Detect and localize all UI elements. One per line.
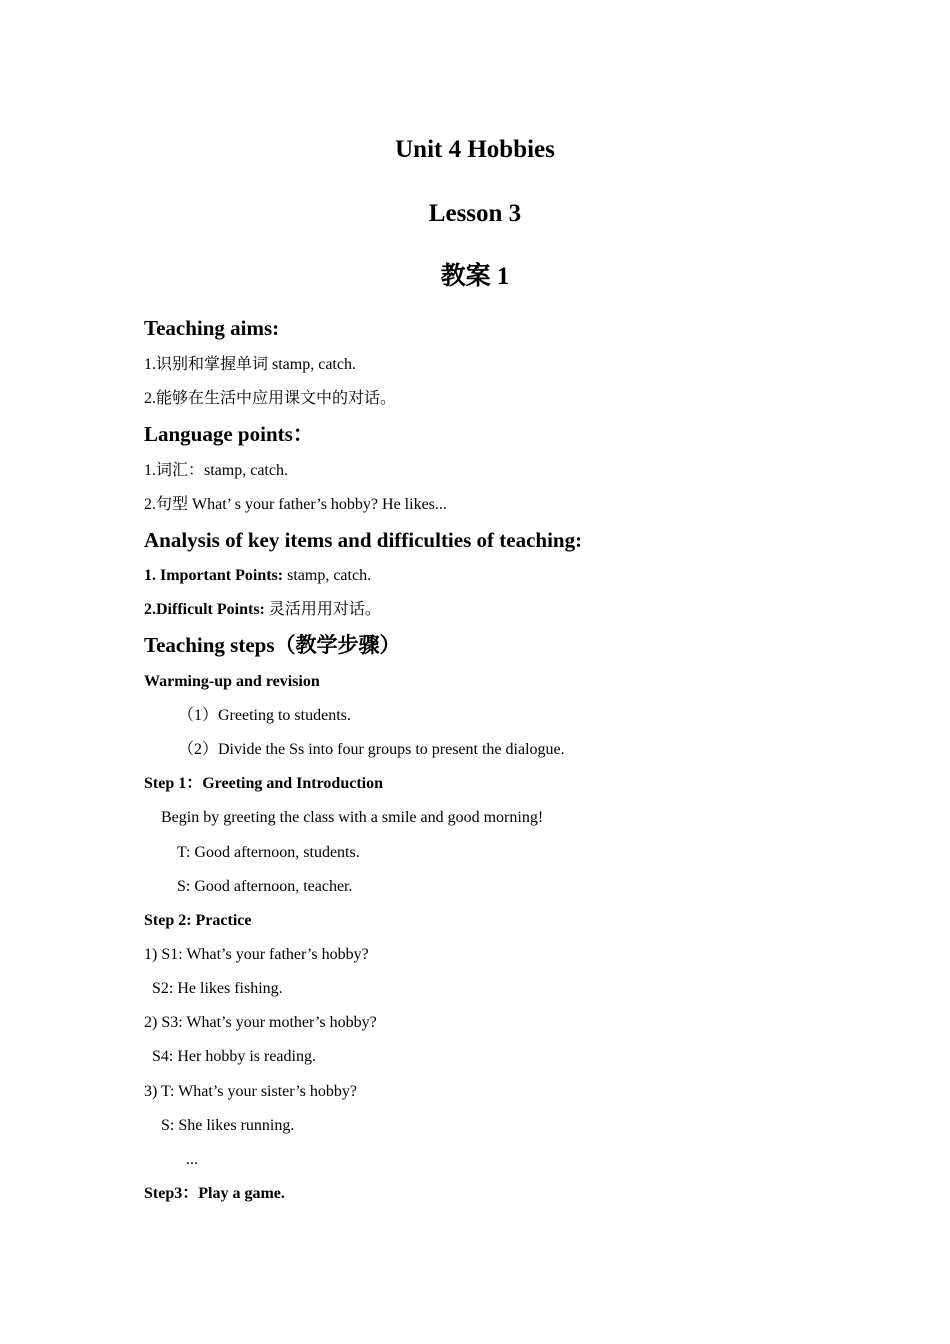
lesson-title: Lesson 3 — [428, 200, 522, 227]
step1-line: T: Good afternoon, students. — [177, 844, 360, 861]
step2-heading: Step 2: Practice — [144, 912, 252, 929]
teaching-aim-item: 2.能够在生活中应用课文中的对话。 — [144, 390, 397, 407]
step2-ellipsis: ... — [186, 1151, 198, 1168]
language-points-heading: Language points： — [144, 422, 314, 446]
language-point-item: 1.词汇：stamp, catch. — [144, 462, 288, 479]
step1-line: Begin by greeting the class with a smile and good morning! — [161, 809, 544, 826]
difficult-points-label: 2.Difficult Points: — [144, 601, 265, 618]
plan-title: 教案 1 — [440, 263, 510, 290]
language-point-item: 2.句型 What’ s your father’s hobby? He likes... — [144, 496, 447, 513]
step2-line: 1) S1: What’s your father’s hobby? — [144, 946, 369, 963]
step2-line: 3) T: What’s your sister’s hobby? — [144, 1083, 357, 1100]
difficult-points-value: 灵活用用对话。 — [264, 601, 381, 618]
step2-line: S2: He likes fishing. — [152, 980, 283, 997]
teaching-aims-heading: Teaching aims: — [144, 316, 280, 340]
step1-heading: Step 1：Greeting and Introduction — [144, 775, 383, 792]
step1-line: S: Good afternoon, teacher. — [177, 878, 353, 895]
warmup-item: （1）Greeting to students. — [178, 707, 351, 724]
step2-line: 2) S3: What’s your mother’s hobby? — [144, 1014, 377, 1031]
unit-title: Unit 4 Hobbies — [395, 136, 555, 163]
important-points — [144, 568, 371, 584]
difficult-points — [144, 602, 381, 618]
warmup-heading: Warming-up and revision — [144, 673, 320, 690]
teaching-steps-heading: Teaching steps（教学步骤） — [144, 633, 401, 657]
step3-heading: Step3：Play a game. — [144, 1185, 285, 1202]
step2-line: S4: Her hobby is reading. — [152, 1048, 316, 1065]
analysis-heading: Analysis of key items and difficulties of teaching: — [144, 528, 583, 552]
step2-line: S: She likes running. — [161, 1117, 295, 1134]
teaching-aim-item: 1.识别和掌握单词 stamp, catch. — [144, 356, 356, 373]
important-points-label: 1. Important Points: — [144, 567, 284, 584]
warmup-item: （2）Divide the Ss into four groups to present the dialogue. — [178, 741, 565, 758]
important-points-value: stamp, catch. — [283, 567, 372, 584]
